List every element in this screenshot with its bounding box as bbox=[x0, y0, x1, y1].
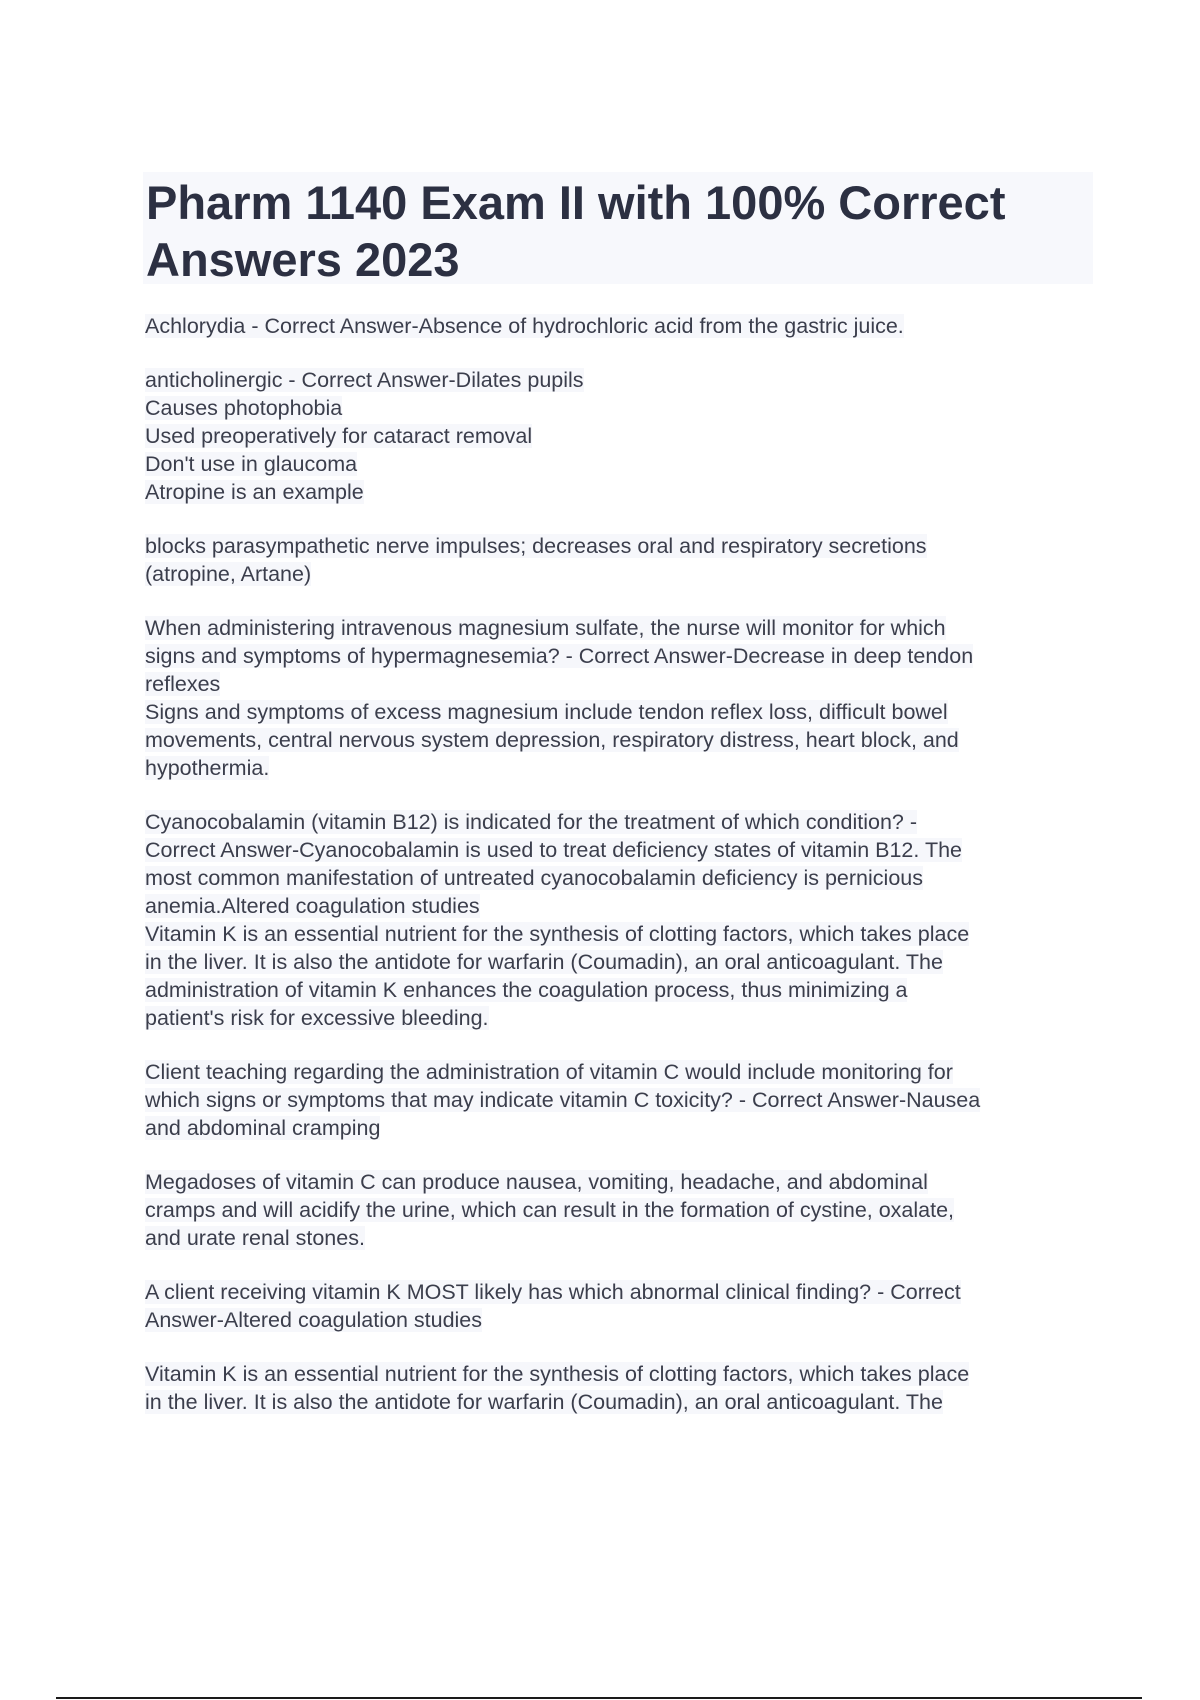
text-line-content: anticholinergic - Correct Answer-Dilates pupils bbox=[145, 368, 584, 392]
text-line-content: Causes photophobia bbox=[145, 396, 343, 420]
text-line bbox=[145, 312, 1095, 340]
text-line-content: most common manifestation of untreated cyanocobalamin deficiency is pernicious bbox=[145, 866, 923, 890]
text-line bbox=[145, 698, 1095, 726]
text-line bbox=[145, 1168, 1095, 1196]
text-line-content: in the liver. It is also the antidote for warfarin (Coumadin), an oral anticoagulant. The bbox=[145, 1390, 943, 1414]
text-line bbox=[145, 1224, 1095, 1252]
text-line-content: and abdominal cramping bbox=[145, 1116, 381, 1140]
text-line bbox=[145, 422, 1095, 450]
text-line-content: blocks parasympathetic nerve impulses; decreases oral and respiratory secretions bbox=[145, 534, 927, 558]
qa-paragraph bbox=[145, 1360, 1095, 1416]
text-line bbox=[145, 450, 1095, 478]
text-line-content: Correct Answer-Cyanocobalamin is used to treat deficiency states of vitamin B12. The bbox=[145, 838, 962, 862]
text-line-content: Don't use in glaucoma bbox=[145, 452, 358, 476]
qa-paragraph bbox=[145, 1168, 1095, 1252]
footer-divider bbox=[56, 1697, 1142, 1699]
text-line-content: cramps and will acidify the urine, which can result in the formation of cystine, oxalate, bbox=[145, 1198, 955, 1222]
text-line bbox=[145, 1196, 1095, 1224]
text-line bbox=[145, 726, 1095, 754]
text-line-content: signs and symptoms of hypermagnesemia? - Correct Answer-Decrease in deep tendon bbox=[145, 644, 974, 668]
qa-paragraph bbox=[145, 366, 1095, 506]
text-line bbox=[145, 394, 1095, 422]
text-line-content: anemia.Altered coagulation studies bbox=[145, 894, 480, 918]
text-line bbox=[145, 920, 1095, 948]
text-line bbox=[145, 1278, 1095, 1306]
title-line: Pharm 1140 Exam II with 100% Correct bbox=[146, 176, 1006, 229]
qa-paragraph bbox=[145, 1278, 1095, 1334]
text-line-content: Vitamin K is an essential nutrient for the synthesis of clotting factors, which takes place bbox=[145, 922, 970, 946]
text-line bbox=[145, 1114, 1095, 1142]
text-line-content: reflexes bbox=[145, 672, 221, 696]
text-line bbox=[145, 1004, 1095, 1032]
qa-paragraph bbox=[145, 312, 1095, 340]
text-line-content: Megadoses of vitamin C can produce nausea, vomiting, headache, and abdominal bbox=[145, 1170, 928, 1194]
text-line bbox=[145, 836, 1095, 864]
text-line bbox=[145, 864, 1095, 892]
text-line bbox=[145, 1388, 1095, 1416]
text-line-content: and urate renal stones. bbox=[145, 1226, 365, 1250]
text-line bbox=[145, 1058, 1095, 1086]
text-line-content: hypothermia. bbox=[145, 756, 270, 780]
qa-paragraph bbox=[145, 1058, 1095, 1142]
page-title bbox=[146, 174, 1086, 288]
title-line: Answers 2023 bbox=[146, 233, 460, 286]
text-line-content: Atropine is an example bbox=[145, 480, 364, 504]
qa-paragraph bbox=[145, 808, 1095, 1032]
qa-paragraph bbox=[145, 614, 1095, 782]
text-line bbox=[145, 478, 1095, 506]
text-line bbox=[145, 614, 1095, 642]
text-line-content: Used preoperatively for cataract removal bbox=[145, 424, 533, 448]
text-line bbox=[145, 642, 1095, 670]
text-line bbox=[145, 892, 1095, 920]
text-line-content: Achlorydia - Correct Answer-Absence of hydrochloric acid from the gastric juice. bbox=[145, 314, 904, 338]
document-body bbox=[145, 312, 1095, 1442]
text-line bbox=[145, 754, 1095, 782]
text-line bbox=[145, 670, 1095, 698]
text-line-content: administration of vitamin K enhances the coagulation process, thus minimizing a bbox=[145, 978, 908, 1002]
text-line-content: patient's risk for excessive bleeding. bbox=[145, 1006, 489, 1030]
text-line-content: Vitamin K is an essential nutrient for the synthesis of clotting factors, which takes place bbox=[145, 1362, 970, 1386]
text-line bbox=[145, 1360, 1095, 1388]
text-line-content: in the liver. It is also the antidote for warfarin (Coumadin), an oral anticoagulant. The bbox=[145, 950, 943, 974]
qa-paragraph bbox=[145, 532, 1095, 588]
text-line bbox=[145, 948, 1095, 976]
text-line-content: When administering intravenous magnesium sulfate, the nurse will monitor for which bbox=[145, 616, 946, 640]
text-line bbox=[145, 532, 1095, 560]
text-line-content: (atropine, Artane) bbox=[145, 562, 312, 586]
text-line-content: Answer-Altered coagulation studies bbox=[145, 1308, 483, 1332]
text-line bbox=[145, 560, 1095, 588]
text-line-content: Client teaching regarding the administration of vitamin C would include monitoring for bbox=[145, 1060, 953, 1084]
text-line bbox=[145, 808, 1095, 836]
text-line-content: movements, central nervous system depression, respiratory distress, heart block, and bbox=[145, 728, 959, 752]
text-line bbox=[145, 1306, 1095, 1334]
text-line-content: Signs and symptoms of excess magnesium include tendon reflex loss, difficult bowel bbox=[145, 700, 948, 724]
text-line bbox=[145, 1086, 1095, 1114]
text-line bbox=[145, 976, 1095, 1004]
text-line bbox=[145, 366, 1095, 394]
text-line-content: which signs or symptoms that may indicate vitamin C toxicity? - Correct Answer-Nausea bbox=[145, 1088, 981, 1112]
text-line-content: A client receiving vitamin K MOST likely has which abnormal clinical finding? - Correct bbox=[145, 1280, 961, 1304]
text-line-content: Cyanocobalamin (vitamin B12) is indicated for the treatment of which condition? - bbox=[145, 810, 917, 834]
